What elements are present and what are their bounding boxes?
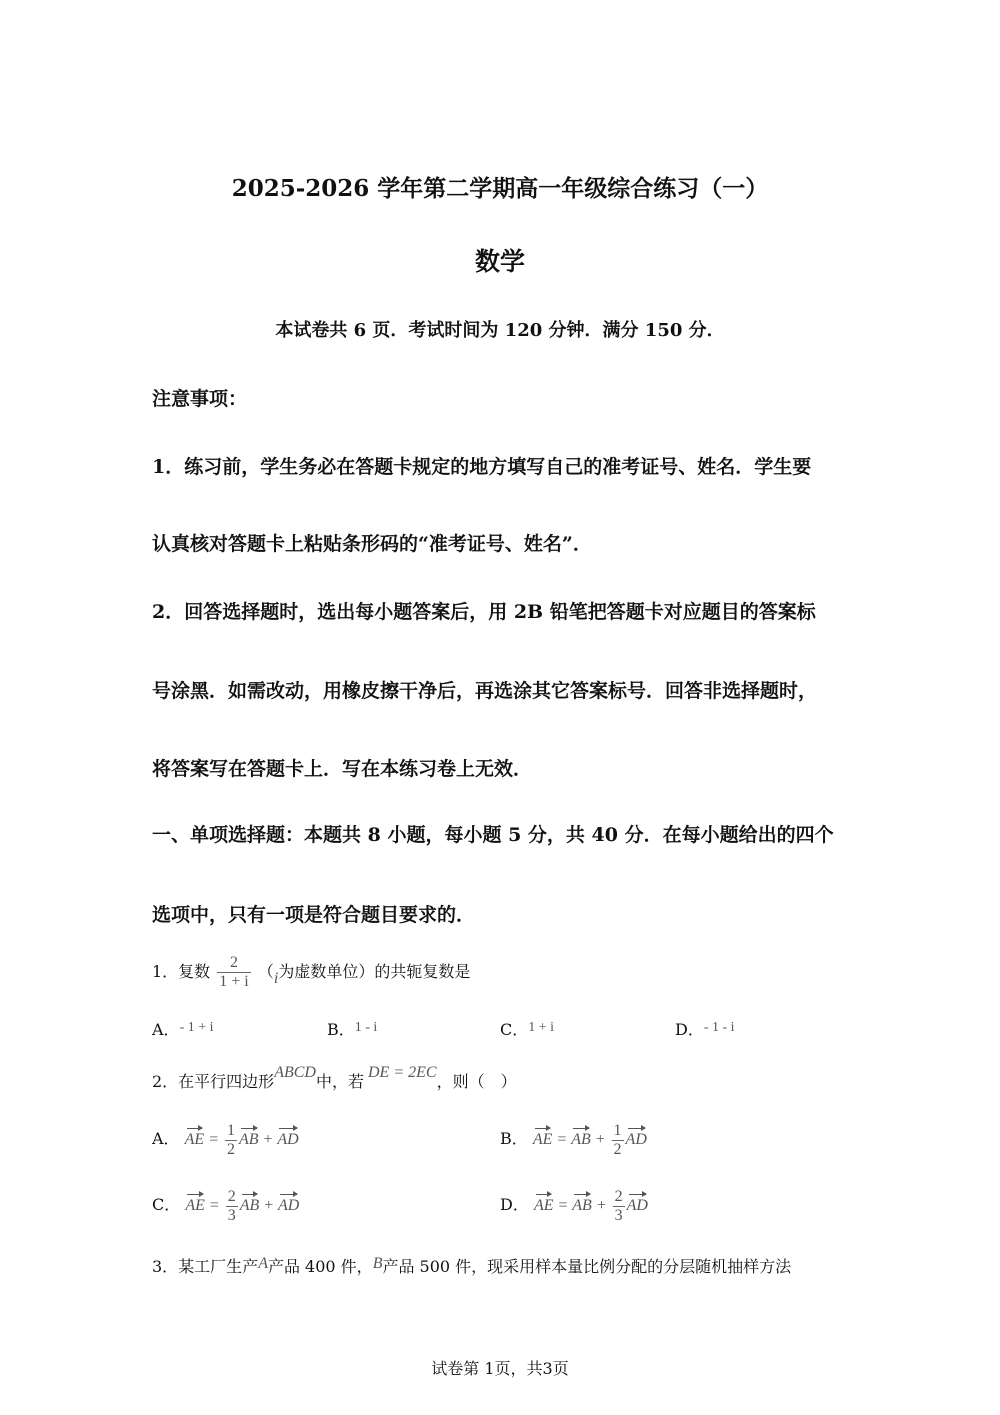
question-1-prefix: 1．复数	[152, 962, 211, 981]
question-2-option-a[interactable]	[152, 1122, 299, 1159]
question-3-mid-2: 产品 500 件，现采用样本量比例分配的分层随机抽样方法	[382, 1257, 792, 1276]
vector-ad: AD	[625, 1131, 647, 1149]
question-1-option-c[interactable]	[500, 1017, 554, 1040]
question-1-option-d[interactable]	[675, 1017, 735, 1040]
fraction-denominator: 3	[614, 1207, 623, 1224]
option-label: A．	[152, 1020, 180, 1039]
option-expr: 1 + i	[528, 1020, 555, 1035]
plus-sign: +	[258, 1131, 278, 1149]
option-expr: - 1 - i	[703, 1020, 735, 1035]
option-label: D．	[500, 1195, 529, 1215]
option-expr	[184, 1122, 299, 1158]
vector-ae: AE	[184, 1131, 205, 1149]
question-1-option-b[interactable]	[327, 1017, 377, 1040]
question-3-var-b: B	[372, 1255, 383, 1272]
notice-line-5: 将答案写在答题卡上．写在本练习卷上无效．	[152, 758, 533, 780]
question-1-var-i: i	[273, 970, 279, 987]
option-expr: 1 - i	[354, 1020, 378, 1035]
fraction-denominator: 3	[227, 1207, 236, 1224]
question-2-prefix: 2．在平行四边形	[152, 1072, 275, 1091]
section-heading-line-2: 选项中，只有一项是符合题目要求的．	[152, 904, 476, 926]
option-label: B．	[327, 1020, 355, 1039]
question-1-option-a[interactable]	[152, 1017, 214, 1040]
fraction-numerator: 2	[217, 954, 250, 973]
question-2-condition: DE = 2EC	[367, 1064, 437, 1081]
coefficient-fraction	[226, 1188, 238, 1225]
question-3	[152, 1254, 791, 1277]
fraction-numerator: 2	[614, 1188, 623, 1205]
question-2-option-c[interactable]	[152, 1188, 299, 1225]
page-footer: 试卷第 1页，共3页	[431, 1359, 569, 1378]
vector-ae: AE	[533, 1197, 554, 1215]
question-1-suffix: 为虚数单位）的共轭复数是	[278, 962, 471, 981]
question-1	[152, 954, 470, 991]
question-2-suffix: ，则（ ）	[436, 1072, 517, 1091]
question-2-mid: 中，若	[315, 1072, 364, 1091]
option-expr: - 1 + i	[179, 1020, 214, 1035]
coefficient-fraction	[612, 1122, 624, 1159]
vector-ae: AE	[532, 1131, 553, 1149]
question-2-option-b[interactable]	[500, 1122, 647, 1159]
option-expr	[185, 1188, 300, 1224]
question-2-shape: ABCD	[274, 1064, 316, 1081]
option-label: C．	[152, 1195, 181, 1215]
exam-info: 本试卷共 6 页．考试时间为 120 分钟．满分 150 分．	[275, 320, 725, 341]
vector-ad: AD	[626, 1197, 648, 1215]
equals-sign: =	[204, 1197, 224, 1215]
equals-sign: =	[553, 1197, 573, 1215]
question-1-paren: （	[257, 962, 274, 981]
option-expr	[533, 1188, 648, 1224]
exam-title: 2025-2026 学年第二学期高一年级综合练习（一）	[231, 175, 769, 202]
fraction-denominator: 1 + i	[219, 973, 249, 990]
coefficient-fraction	[225, 1122, 237, 1159]
question-2-option-d[interactable]	[500, 1188, 648, 1225]
option-label: A．	[152, 1129, 180, 1149]
question-3-var-a: A	[258, 1255, 268, 1272]
option-label: D．	[675, 1020, 704, 1039]
fraction-numerator: 1	[613, 1122, 622, 1139]
equals-sign: =	[552, 1131, 572, 1149]
equals-sign: =	[204, 1131, 223, 1149]
question-2	[152, 1064, 517, 1092]
vector-ad: AD	[277, 1131, 299, 1149]
vector-ab: AB	[239, 1197, 260, 1215]
fraction-numerator: 2	[227, 1188, 236, 1205]
notice-line-1: 1．练习前，学生务必在答题卡规定的地方填写自己的准考证号、姓名．学生要	[152, 456, 812, 478]
plus-sign: +	[259, 1197, 279, 1215]
vector-ab: AB	[572, 1197, 592, 1215]
notice-line-3: 2．回答选择题时，选出每小题答案后，用 2B 铅笔把答题卡对应题目的答案标	[152, 601, 816, 623]
notice-line-2: 认真核对答题卡上粘贴条形码的“准考证号、姓名”．	[152, 533, 592, 555]
vector-ad: AD	[278, 1197, 300, 1215]
vector-ab: AB	[239, 1131, 259, 1149]
plus-sign: +	[590, 1131, 610, 1149]
coefficient-fraction	[613, 1188, 625, 1225]
option-expr	[532, 1122, 647, 1158]
subject-title: 数学	[474, 247, 525, 276]
option-label: B．	[500, 1129, 528, 1149]
notice-heading: 注意事项：	[152, 388, 248, 410]
fraction-denominator: 2	[613, 1141, 622, 1158]
question-1-fraction	[217, 954, 250, 991]
fraction-numerator: 1	[227, 1122, 235, 1139]
notice-line-4: 号涂黑．如需改动，用橡皮擦干净后，再选涂其它答案标号．回答非选择题时，	[152, 680, 818, 702]
question-3-prefix: 3．某工厂生产	[152, 1257, 259, 1276]
fraction-denominator: 2	[227, 1141, 235, 1158]
section-heading-line-1: 一、单项选择题：本题共 8 小题，每小题 5 分，共 40 分．在每小题给出的四个	[152, 824, 834, 846]
option-label: C．	[500, 1020, 529, 1039]
question-3-mid-1: 产品 400 件，	[267, 1257, 373, 1276]
plus-sign: +	[591, 1197, 611, 1215]
vector-ab: AB	[571, 1131, 591, 1149]
vector-ae: AE	[185, 1197, 205, 1215]
